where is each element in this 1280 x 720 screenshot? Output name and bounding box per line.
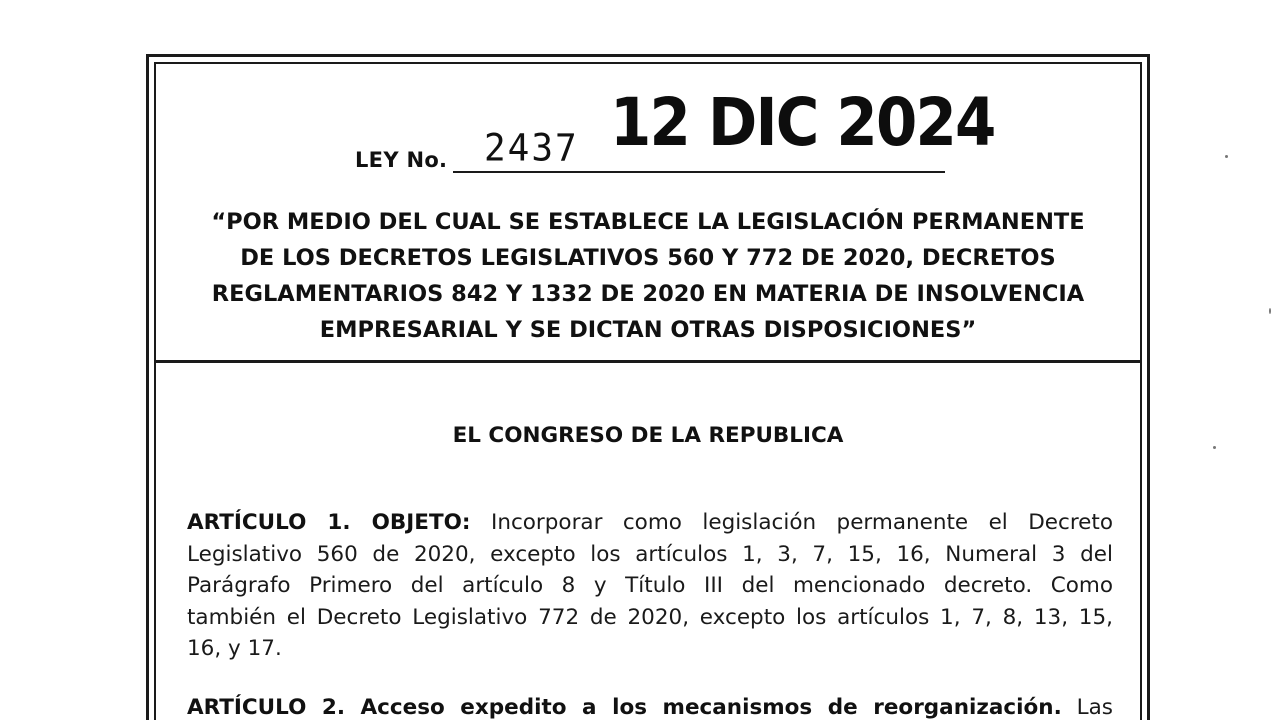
header-divider <box>154 360 1142 363</box>
article-line: Legislativo 560 de 2020, excepto los artículos 1, 3, 7, 15, 16, Numeral 3 del <box>187 541 1113 567</box>
article-1 <box>187 507 1113 665</box>
article-2 <box>187 692 1113 720</box>
law-title-line: DE LOS DECRETOS LEGISLATIVOS 560 Y 772 DE 2020, DECRETOS <box>240 245 1056 271</box>
article-1-text: Incorporar como legislación permanente el Decreto <box>470 510 1113 535</box>
article-line: 16, y 17. <box>187 636 282 661</box>
law-title <box>170 204 1126 348</box>
scan-speck <box>1225 155 1228 158</box>
law-title-line: REGLAMENTARIOS 842 Y 1332 DE 2020 EN MATERIA DE INSOLVENCIA <box>211 281 1085 307</box>
scan-speck <box>1269 308 1271 314</box>
date-stamp: 12 DIC 2024 <box>610 84 995 161</box>
article-1-heading: ARTÍCULO 1. OBJETO: <box>187 510 471 535</box>
law-title-line: EMPRESARIAL Y SE DICTAN OTRAS DISPOSICIONES” <box>319 317 977 343</box>
ley-number: 2437 <box>484 126 579 171</box>
article-line <box>187 692 1113 720</box>
article-line <box>187 507 1113 539</box>
article-line: Parágrafo Primero del artículo 8 y Título III del mencionado decreto. Como <box>187 573 1113 598</box>
scan-speck <box>1213 446 1216 449</box>
issuer-heading: EL CONGRESO DE LA REPUBLICA <box>452 423 844 448</box>
law-title-line: “POR MEDIO DEL CUAL SE ESTABLECE LA LEGISLACIÓN PERMANENTE <box>211 209 1085 235</box>
article-line: también el Decreto Legislativo 772 de 2020, excepto los artículos 1, 7, 8, 13, 15, <box>187 604 1113 630</box>
article-2-text: Las <box>1061 695 1113 720</box>
article-2-heading: ARTÍCULO 2. Acceso expedito a los mecanismos de reorganización. <box>187 695 1062 720</box>
ley-number-underline <box>453 171 945 173</box>
ley-label: LEY No. <box>355 148 448 172</box>
